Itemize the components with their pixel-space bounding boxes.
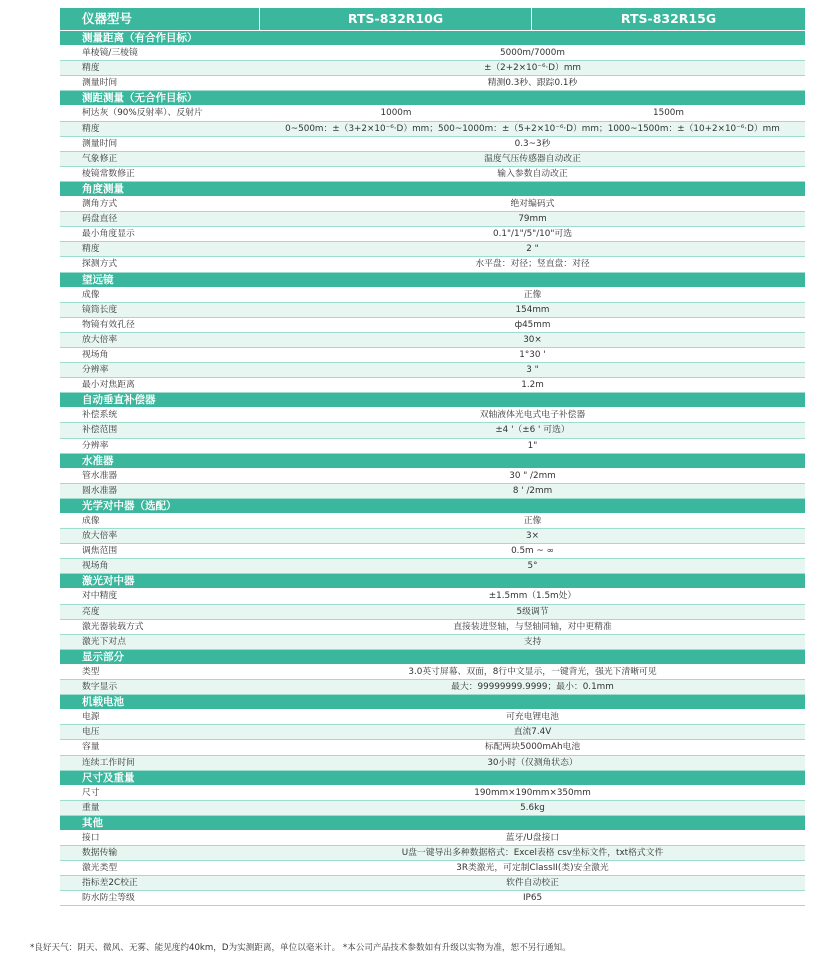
spec-label: 成像 (82, 289, 100, 300)
spec-value: 5000m/7000m (500, 48, 565, 59)
spec-value: 直接装进竖轴，与竖轴同轴，对中更精准 (453, 621, 612, 632)
spec-row (60, 227, 805, 242)
spec-label: 分辨率 (82, 440, 109, 451)
spec-value: 2 " (526, 244, 539, 255)
spec-row (60, 740, 805, 755)
spec-label: 码盘直径 (82, 214, 118, 225)
spec-label: 测量时间 (82, 138, 118, 149)
spec-row (60, 469, 805, 484)
spec-value: 最大：99999999.9999；最小：0.1mm (451, 682, 614, 693)
spec-value: 5级调节 (516, 606, 549, 617)
spec-row (60, 635, 805, 650)
spec-row (60, 318, 805, 333)
spec-value: 可充电锂电池 (506, 712, 559, 723)
spec-value-r15g: 1500m (653, 108, 684, 119)
spec-label: 对中精度 (82, 591, 118, 602)
spec-value: 0.5m ~ ∞ (511, 546, 554, 557)
spec-row (60, 333, 805, 348)
spec-value: U盘一键导出多种数据格式：Excel表格 csv坐标文件，txt格式文件 (401, 848, 664, 859)
spec-label: 补偿系统 (82, 410, 118, 421)
spec-label: 调焦范围 (82, 546, 118, 557)
spec-label: 尺寸 (82, 787, 100, 798)
spec-value: ф45mm (514, 319, 551, 330)
spec-value: 1.2m (521, 380, 544, 391)
spec-label: 分辨率 (82, 365, 109, 376)
spec-row (60, 680, 805, 695)
spec-row (60, 891, 805, 906)
section-header: 其他 (60, 816, 805, 831)
spec-row (60, 303, 805, 318)
spec-row (60, 152, 805, 167)
spec-label: 连续工作时间 (82, 757, 135, 768)
spec-label: 单棱镜/三棱镜 (82, 48, 138, 59)
spec-row (60, 242, 805, 257)
spec-label: 精度 (82, 123, 100, 134)
spec-row (60, 46, 805, 61)
spec-label: 数字显示 (82, 682, 118, 693)
spec-label: 接口 (82, 832, 100, 843)
spec-value: 输入参数自动改正 (497, 168, 568, 179)
section-header: 测量距离（有合作目标） (60, 31, 805, 46)
spec-value: 0~500m：±（3+2×10⁻⁶·D）mm；500~1000m：±（5+2×10⁻⁶·D）mm；1000~1500m：±（10+2×10⁻⁶·D）mm (285, 123, 780, 134)
spec-row (60, 529, 805, 544)
spec-label: 视场角 (82, 561, 109, 572)
spec-label: 类型 (82, 666, 100, 677)
spec-row (60, 846, 805, 861)
spec-value: ±4 '（±6 ' 可选） (495, 425, 570, 436)
spec-row (60, 106, 805, 121)
spec-label: 成像 (82, 516, 100, 526)
spec-value: 8 ' /2mm (512, 485, 553, 496)
spec-row (60, 605, 805, 620)
spec-row (60, 61, 805, 76)
spec-value: 3× (526, 531, 539, 542)
spec-value: 蓝牙/U盘接口 (505, 832, 560, 843)
spec-row (60, 197, 805, 212)
spec-label: 防水防尘等级 (82, 893, 135, 904)
spec-label: 补偿范围 (82, 425, 118, 436)
spec-row (60, 756, 805, 771)
spec-value: 正像 (523, 289, 542, 300)
spec-row (60, 122, 805, 137)
spec-value: 30小时（仅测角状态） (487, 757, 578, 768)
spec-row (60, 831, 805, 846)
section-header: 显示部分 (60, 650, 805, 665)
spec-row (60, 76, 805, 91)
spec-label: 探测方式 (82, 259, 118, 270)
spec-label: 圆水准器 (82, 485, 118, 496)
spec-row (60, 710, 805, 725)
spec-row (60, 620, 805, 635)
spec-row (60, 589, 805, 604)
spec-row (60, 861, 805, 876)
spec-row (60, 167, 805, 182)
spec-value: 绝对编码式 (510, 199, 555, 210)
spec-label: 棱镜常数修正 (82, 168, 135, 179)
spec-value: ±（2+2×10⁻⁶·D）mm (484, 63, 581, 74)
spec-row (60, 137, 805, 152)
spec-label: 激光类型 (82, 863, 118, 874)
spec-value: 标配两块5000mAh电池 (484, 742, 581, 753)
spec-label: 管水准器 (82, 470, 118, 481)
spec-value: IP65 (522, 893, 543, 904)
section-header: 自动垂直补偿器 (60, 393, 805, 408)
spec-label: 亮度 (82, 606, 100, 617)
spec-label: 精度 (82, 244, 100, 255)
spec-label: 容量 (82, 742, 100, 753)
spec-value: 79mm (518, 214, 547, 225)
spec-label: 气象修正 (82, 153, 118, 164)
spec-value: 1" (527, 440, 538, 451)
spec-label: 最小对焦距离 (82, 380, 135, 391)
spec-value: 3R类激光，可定制ClassII(类)安全激光 (456, 863, 609, 874)
spec-row (60, 801, 805, 816)
spec-label: 测量时间 (82, 78, 118, 89)
section-header: 水准器 (60, 454, 805, 469)
header-model-r15g: RTS-832R15G (620, 11, 717, 26)
spec-value: 3.0英寸屏幕、双面，8行中文显示，一键背光，强光下清晰可见 (408, 666, 657, 677)
spec-value: 双轴液体光电式电子补偿器 (479, 410, 586, 421)
spec-value: 5.6kg (520, 802, 545, 813)
spec-row (60, 786, 805, 801)
spec-label: 柯达灰（90%反射率）、反射片 (82, 108, 203, 119)
spec-value: 温度气压传感器自动改正 (484, 153, 581, 164)
spec-label: 最小角度显示 (82, 229, 135, 240)
spec-table (60, 31, 805, 906)
section-header: 机载电池 (60, 695, 805, 710)
spec-label: 电压 (82, 727, 100, 738)
spec-label: 镜筒长度 (82, 304, 118, 315)
spec-label: 放大倍率 (82, 334, 118, 345)
spec-value: 1°30 ' (519, 349, 546, 360)
section-header: 激光对中器 (60, 574, 805, 589)
spec-row (60, 484, 805, 499)
footnote: *良好天气：阴天、微风、无雾、能见度约40km，D为实测距离，单位以毫米计。 *本公司产品技术参数如有升级以实物为准，恕不另行通知。 (30, 943, 571, 953)
section-header: 光学对中器（选配） (60, 499, 805, 514)
spec-row (60, 363, 805, 378)
spec-value: 软件自动校正 (506, 878, 559, 889)
header-model-label: 仪器型号 (60, 8, 260, 30)
spec-value: 30× (523, 334, 542, 345)
spec-value: 直流7.4V (513, 727, 552, 738)
header-model-r10g: RTS-832R10G (260, 8, 532, 30)
spec-row (60, 408, 805, 423)
spec-value: 0.1"/1"/5"/10"可选 (492, 229, 573, 240)
table-header (60, 8, 805, 30)
section-header: 角度测量 (60, 182, 805, 197)
spec-value: ±1.5mm（1.5m处） (488, 591, 577, 602)
spec-label: 数据传输 (82, 848, 118, 859)
spec-label: 电源 (82, 712, 100, 723)
spec-row (60, 288, 805, 303)
spec-label: 物镜有效孔径 (82, 319, 135, 330)
spec-value: 支持 (523, 636, 542, 647)
spec-row (60, 544, 805, 559)
spec-label: 视场角 (82, 349, 109, 360)
spec-row (60, 514, 805, 529)
spec-value: 水平盘：对径；竖直盘：对径 (475, 259, 590, 270)
spec-row (60, 725, 805, 740)
spec-row (60, 559, 805, 574)
spec-value: 正像 (523, 516, 542, 526)
spec-value: 0.3~3秒 (514, 138, 551, 149)
spec-value: 精测0.3秒、跟踪0.1秒 (487, 78, 578, 89)
spec-label: 放大倍率 (82, 531, 118, 542)
spec-row (60, 378, 805, 393)
spec-row (60, 439, 805, 454)
spec-label: 激光下对点 (82, 636, 126, 647)
spec-label: 测角方式 (82, 199, 118, 210)
section-header: 测距测量（无合作目标） (60, 91, 805, 106)
spec-label: 重量 (82, 802, 100, 813)
spec-label: 精度 (82, 63, 100, 74)
spec-value: 3 " (526, 365, 539, 376)
spec-value: 190mm×190mm×350mm (474, 787, 591, 798)
spec-row (60, 348, 805, 363)
spec-row (60, 665, 805, 680)
spec-label: 激光器装载方式 (82, 621, 144, 632)
spec-value: 5° (527, 561, 538, 572)
section-header: 望远镜 (60, 273, 805, 288)
spec-row (60, 257, 805, 272)
spec-row (60, 423, 805, 438)
spec-value: 30 " /2mm (509, 470, 556, 481)
spec-label: 指标差2C校正 (82, 878, 138, 889)
spec-row (60, 212, 805, 227)
spec-value-r10g: 1000m (380, 108, 412, 119)
spec-row (60, 876, 805, 891)
section-header: 尺寸及重量 (60, 771, 805, 786)
spec-value: 154mm (515, 304, 550, 315)
